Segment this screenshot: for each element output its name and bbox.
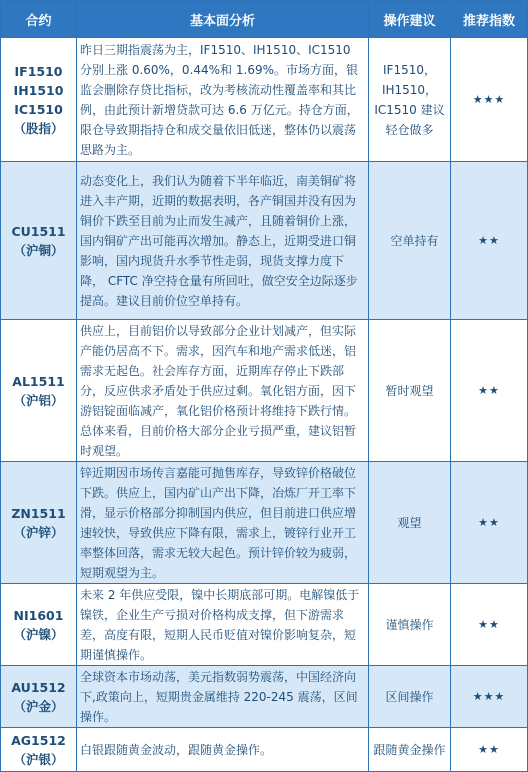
rating-stars: ★★★ xyxy=(451,666,528,728)
table-row xyxy=(1,728,528,772)
advice-cell: 区间操作 xyxy=(369,666,451,728)
table-row xyxy=(1,666,528,728)
contract-code: AU1512 xyxy=(11,679,66,695)
table-row xyxy=(1,462,528,584)
contract-code: ZN1511 xyxy=(11,505,66,521)
rating-stars: ★★ xyxy=(451,162,528,320)
contract-code: IH1510 xyxy=(13,82,64,98)
contract-category: （沪锌） xyxy=(13,524,64,540)
contract-code: AL1511 xyxy=(12,373,65,389)
contract-code: NI1601 xyxy=(13,607,64,623)
contract-code: AG1512 xyxy=(11,732,66,748)
header-analysis: 基本面分析 xyxy=(77,1,369,38)
contract-category: （沪镍） xyxy=(13,626,64,642)
advice-cell: 谨慎操作 xyxy=(369,584,451,666)
advice-cell: 暂时观望 xyxy=(369,320,451,462)
advice-cell: 空单持有 xyxy=(369,162,451,320)
table-row xyxy=(1,320,528,462)
contract-code: IF1510 xyxy=(14,63,63,79)
contract-cell xyxy=(1,728,77,772)
advice-cell: 跟随黄金操作 xyxy=(369,728,451,772)
analysis-cell: 动态变化上，我们认为随着下半年临近，南美铜矿将进入丰产期，近期的数据表明，各产铜国并没有因为铜价下跌至目前为止而发生减产，且随着铜价上涨，国内铜矿产出可能再次增加。静态上，近期受进口铜影响，国内现货升水季节性走弱，现货支撑力度下降， CFTC 净空持仓量有所回吐，做空安全边际逐步提高。建议目前价位空单持有。 xyxy=(77,162,369,320)
contract-cell xyxy=(1,38,77,162)
contract-category: （沪铜） xyxy=(13,242,64,258)
contract-code: IC1510 xyxy=(14,101,63,117)
contract-category: （沪铝） xyxy=(13,392,64,408)
analysis-cell: 未来 2 年供应受限，镍中长期底部可期。电解镍低于镍铁，企业生产亏损对价格构成支撑，但下游需求差，高度有限，短期人民币贬值对镍价影响复杂，短期谨慎操作。 xyxy=(77,584,369,666)
advice-cell: 观望 xyxy=(369,462,451,584)
contract-category: （沪银） xyxy=(13,751,64,767)
analysis-cell: 昨日三期指震荡为主，IF1510、IH1510、IC1510 分别上涨 0.60%，0.44%和 1.69%。市场方面，银监会删除存贷比指标，改为考核流动性覆盖率和其比例，由此预计新增贷款可达 6.6 万亿元。持仓方面，限仓导致期指持仓和成交量依旧低迷，整体仍以震荡思路为主。 xyxy=(77,38,369,162)
contract-cell xyxy=(1,462,77,584)
analysis-cell: 全球资本市场动荡，美元指数弱势震荡，中国经济向下,政策向上，短期贵金属维持 220-245 震荡，区间操作。 xyxy=(77,666,369,728)
contract-cell xyxy=(1,666,77,728)
analysis-cell: 锌近期因市场传言嘉能可抛售库存，导致锌价格破位下跌。供应上，国内矿山产出下降，冶炼厂开工率下滑，显示价格部分抑制国内供应，但目前进口供应增速较快，导致供应下降有限，需求上，镀锌行业开工率整体回落，需求无较大起色。预计锌价较为疲弱，短期观望为主。 xyxy=(77,462,369,584)
contract-cell xyxy=(1,584,77,666)
table-row xyxy=(1,584,528,666)
table-row xyxy=(1,38,528,162)
contract-code: CU1511 xyxy=(11,223,66,239)
header-advice: 操作建议 xyxy=(369,1,451,38)
rating-stars: ★★ xyxy=(451,584,528,666)
table-header-row xyxy=(1,1,528,38)
contract-cell xyxy=(1,320,77,462)
advice-cell: IF1510，IH1510，IC1510 建议轻仓做多 xyxy=(369,38,451,162)
header-rating: 推荐指数 xyxy=(451,1,528,38)
analysis-cell: 供应上，目前铝价以导致部分企业计划减产，但实际产能仍居高不下。需求，因汽车和地产需求低迷，铝需求无起色。社会库存方面，近期库存停止下跌部分，反应供求矛盾处于供应过剩。氧化铝方面，因下游铝锭面临减产，氧化铝价格预计将维持下跌行情。总体来看，目前价格大部分企业亏损严重，建议铝暂时观望。 xyxy=(77,320,369,462)
contract-category: （沪金） xyxy=(13,698,64,714)
contract-cell xyxy=(1,162,77,320)
rating-stars: ★★ xyxy=(451,462,528,584)
rating-stars: ★★★ xyxy=(451,38,528,162)
rating-stars: ★★ xyxy=(451,728,528,772)
rating-stars: ★★ xyxy=(451,320,528,462)
contract-category: （股指） xyxy=(13,120,64,136)
header-contract: 合约 xyxy=(1,1,77,38)
analysis-cell: 白银跟随黄金波动，跟随黄金操作。 xyxy=(77,728,369,772)
table-row xyxy=(1,162,528,320)
